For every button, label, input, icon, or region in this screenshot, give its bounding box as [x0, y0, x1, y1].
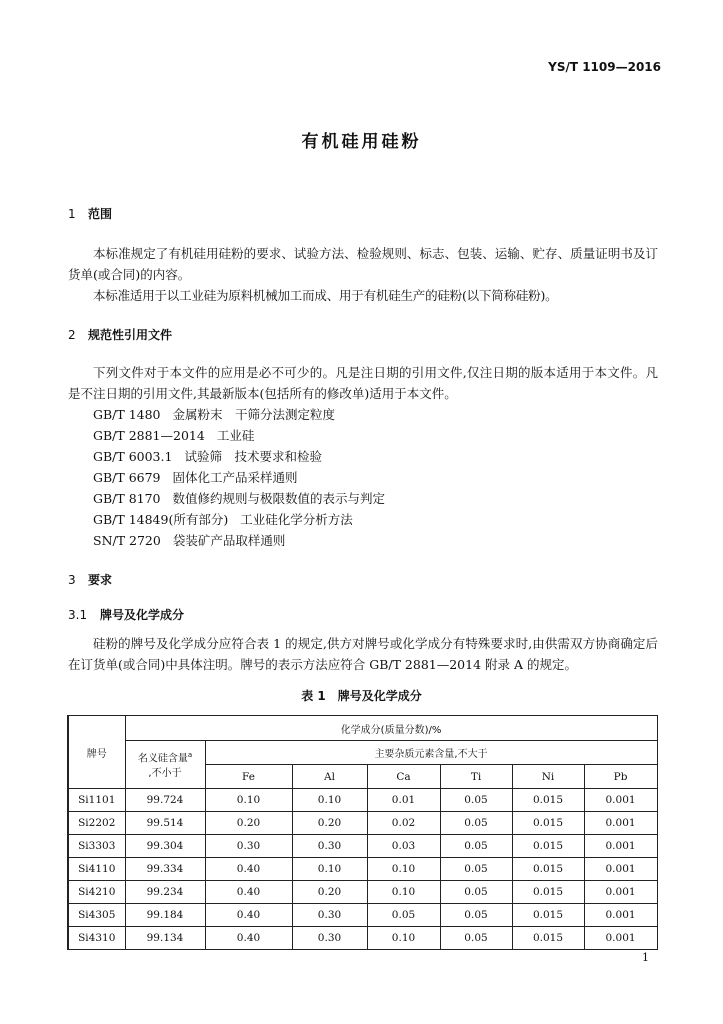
cell-al: 0.30: [292, 835, 367, 858]
cell-ni: 0.015: [512, 789, 584, 812]
table-caption-title: 牌号及化学成分: [337, 689, 422, 703]
cell-ti: 0.05: [440, 881, 512, 904]
table-caption: [0, 687, 723, 704]
cell-ni: 0.015: [512, 812, 584, 835]
scope-paragraph-1: 本标准规定了有机硅用硅粉的要求、试验方法、检验规则、标志、包装、运输、贮存、质量证明书及订货单(或合同)的内容。: [68, 246, 658, 282]
cell-grade: Si4110: [68, 858, 125, 881]
normative-intro: 下列文件对于本文件的应用是必不可少的。凡是注日期的引用文件,仅注日期的版本适用于本文件。凡是不注日期的引用文件,其最新版本(包括所有的修改单)适用于本文件。: [68, 365, 658, 401]
cell-pb: 0.001: [584, 835, 657, 858]
cell-ca: 0.02: [367, 812, 440, 835]
cell-ca: 0.10: [367, 927, 440, 950]
header-nominal-silicon-label: 名义硅含量: [137, 753, 188, 765]
cell-ti: 0.05: [440, 904, 512, 927]
reference-item: [93, 446, 322, 467]
grades-paragraph: 硅粉的牌号及化学成分应符合表 1 的规定,供方对牌号或化学成分有特殊要求时,由供需双方协商确定后在订货单(或合同)中具体注明。牌号的表示方法应符合 GB/T 2881—2014 附录 A 的规定。: [68, 636, 658, 672]
cell-ti: 0.05: [440, 835, 512, 858]
cell-ca: 0.10: [367, 881, 440, 904]
cell-silicon: 99.134: [125, 927, 205, 950]
cell-ni: 0.015: [512, 835, 584, 858]
cell-al: 0.30: [292, 904, 367, 927]
cell-pb: 0.001: [584, 858, 657, 881]
reference-name: 袋装矿产品取样通则: [172, 533, 286, 548]
table-row: [68, 881, 657, 904]
reference-name: 固体化工产品采样通则: [172, 470, 298, 485]
reference-code: GB/T 6003.1: [93, 449, 173, 464]
header-element-ti: Ti: [440, 765, 512, 789]
section-number: 2: [68, 328, 76, 342]
cell-ca: 0.10: [367, 858, 440, 881]
cell-al: 0.20: [292, 881, 367, 904]
cell-ni: 0.015: [512, 881, 584, 904]
cell-fe: 0.40: [205, 927, 292, 950]
cell-al: 0.30: [292, 927, 367, 950]
page-title: 有机硅用硅粉: [301, 132, 422, 152]
table-body: [68, 789, 657, 950]
cell-grade: Si4210: [68, 881, 125, 904]
header-element-fe: Fe: [205, 765, 292, 789]
reference-code: GB/T 14849(所有部分): [93, 512, 229, 527]
reference-code: GB/T 1480: [93, 407, 161, 422]
reference-item: [93, 530, 285, 551]
table-caption-number: 表 1: [301, 689, 326, 703]
cell-ti: 0.05: [440, 858, 512, 881]
reference-name: 工业硅: [216, 428, 255, 443]
cell-fe: 0.40: [205, 881, 292, 904]
section-number: 1: [68, 207, 76, 221]
cell-fe: 0.40: [205, 858, 292, 881]
reference-item: [93, 467, 298, 488]
cell-silicon: 99.304: [125, 835, 205, 858]
cell-pb: 0.001: [584, 881, 657, 904]
subsection-title: 牌号及化学成分: [100, 608, 185, 622]
reference-name: 试验筛 技术要求和检验: [184, 449, 322, 464]
cell-silicon: 99.184: [125, 904, 205, 927]
section-title: 要求: [88, 573, 113, 587]
reference-item: [93, 488, 385, 509]
document-code: YS/T 1109—2016: [548, 60, 661, 74]
section-title: 范围: [88, 207, 113, 221]
header-element-al: Al: [292, 765, 367, 789]
cell-pb: 0.001: [584, 904, 657, 927]
reference-name: 金属粉末 干筛分法测定粒度: [172, 407, 336, 422]
cell-pb: 0.001: [584, 812, 657, 835]
cell-silicon: 99.724: [125, 789, 205, 812]
subsection-number: 3.1: [68, 608, 88, 622]
reference-code: GB/T 8170: [93, 491, 161, 506]
table-row: [68, 904, 657, 927]
cell-grade: Si2202: [68, 812, 125, 835]
reference-code: GB/T 2881—2014: [93, 428, 205, 443]
cell-pb: 0.001: [584, 927, 657, 950]
cell-al: 0.10: [292, 789, 367, 812]
cell-grade: Si3303: [68, 835, 125, 858]
page-number: 1: [642, 951, 649, 964]
cell-fe: 0.40: [205, 904, 292, 927]
cell-grade: Si4305: [68, 904, 125, 927]
reference-item: [93, 404, 335, 425]
header-nominal-silicon-limit: ,不小于: [148, 768, 182, 780]
cell-ni: 0.015: [512, 927, 584, 950]
cell-al: 0.20: [292, 812, 367, 835]
cell-fe: 0.20: [205, 812, 292, 835]
header-nominal-silicon: [125, 741, 205, 789]
table-row: [68, 789, 657, 812]
header-chemical-composition: 化学成分(质量分数)/%: [125, 716, 657, 741]
subsection-heading-grades: [68, 606, 184, 623]
section-heading-scope: [68, 205, 112, 222]
cell-silicon: 99.234: [125, 881, 205, 904]
header-element-pb: Pb: [584, 765, 657, 789]
reference-code: GB/T 6679: [93, 470, 161, 485]
section-title: 规范性引用文件: [88, 328, 173, 342]
header-impurity: 主要杂质元素含量,不大于: [205, 741, 657, 765]
section-heading-normative: [68, 326, 172, 343]
header-element-ni: Ni: [512, 765, 584, 789]
cell-fe: 0.10: [205, 789, 292, 812]
cell-silicon: 99.334: [125, 858, 205, 881]
cell-grade: Si4310: [68, 927, 125, 950]
table-row: [68, 927, 657, 950]
reference-name: 数值修约规则与极限数值的表示与判定: [172, 491, 386, 506]
reference-item: [93, 509, 353, 530]
reference-code: SN/T 2720: [93, 533, 161, 548]
header-grade: 牌号: [68, 716, 125, 789]
table-row: [68, 858, 657, 881]
cell-ca: 0.05: [367, 904, 440, 927]
cell-ni: 0.015: [512, 858, 584, 881]
reference-name: 工业硅化学分析方法: [240, 512, 353, 527]
footnote-marker: a: [187, 750, 193, 759]
reference-item: [93, 425, 254, 446]
cell-ca: 0.03: [367, 835, 440, 858]
header-element-ca: Ca: [367, 765, 440, 789]
table-row: [68, 835, 657, 858]
scope-paragraph-2: 本标准适用于以工业硅为原料机械加工而成、用于有机硅生产的硅粉(以下简称硅粉)。: [93, 288, 558, 303]
cell-pb: 0.001: [584, 789, 657, 812]
cell-ti: 0.05: [440, 927, 512, 950]
cell-ti: 0.05: [440, 812, 512, 835]
cell-silicon: 99.514: [125, 812, 205, 835]
table-row: [68, 812, 657, 835]
cell-ni: 0.015: [512, 904, 584, 927]
grades-table: [67, 715, 658, 950]
cell-ti: 0.05: [440, 789, 512, 812]
section-heading-requirements: [68, 571, 112, 588]
cell-grade: Si1101: [68, 789, 125, 812]
section-number: 3: [68, 573, 76, 587]
cell-al: 0.10: [292, 858, 367, 881]
cell-ca: 0.01: [367, 789, 440, 812]
cell-fe: 0.30: [205, 835, 292, 858]
